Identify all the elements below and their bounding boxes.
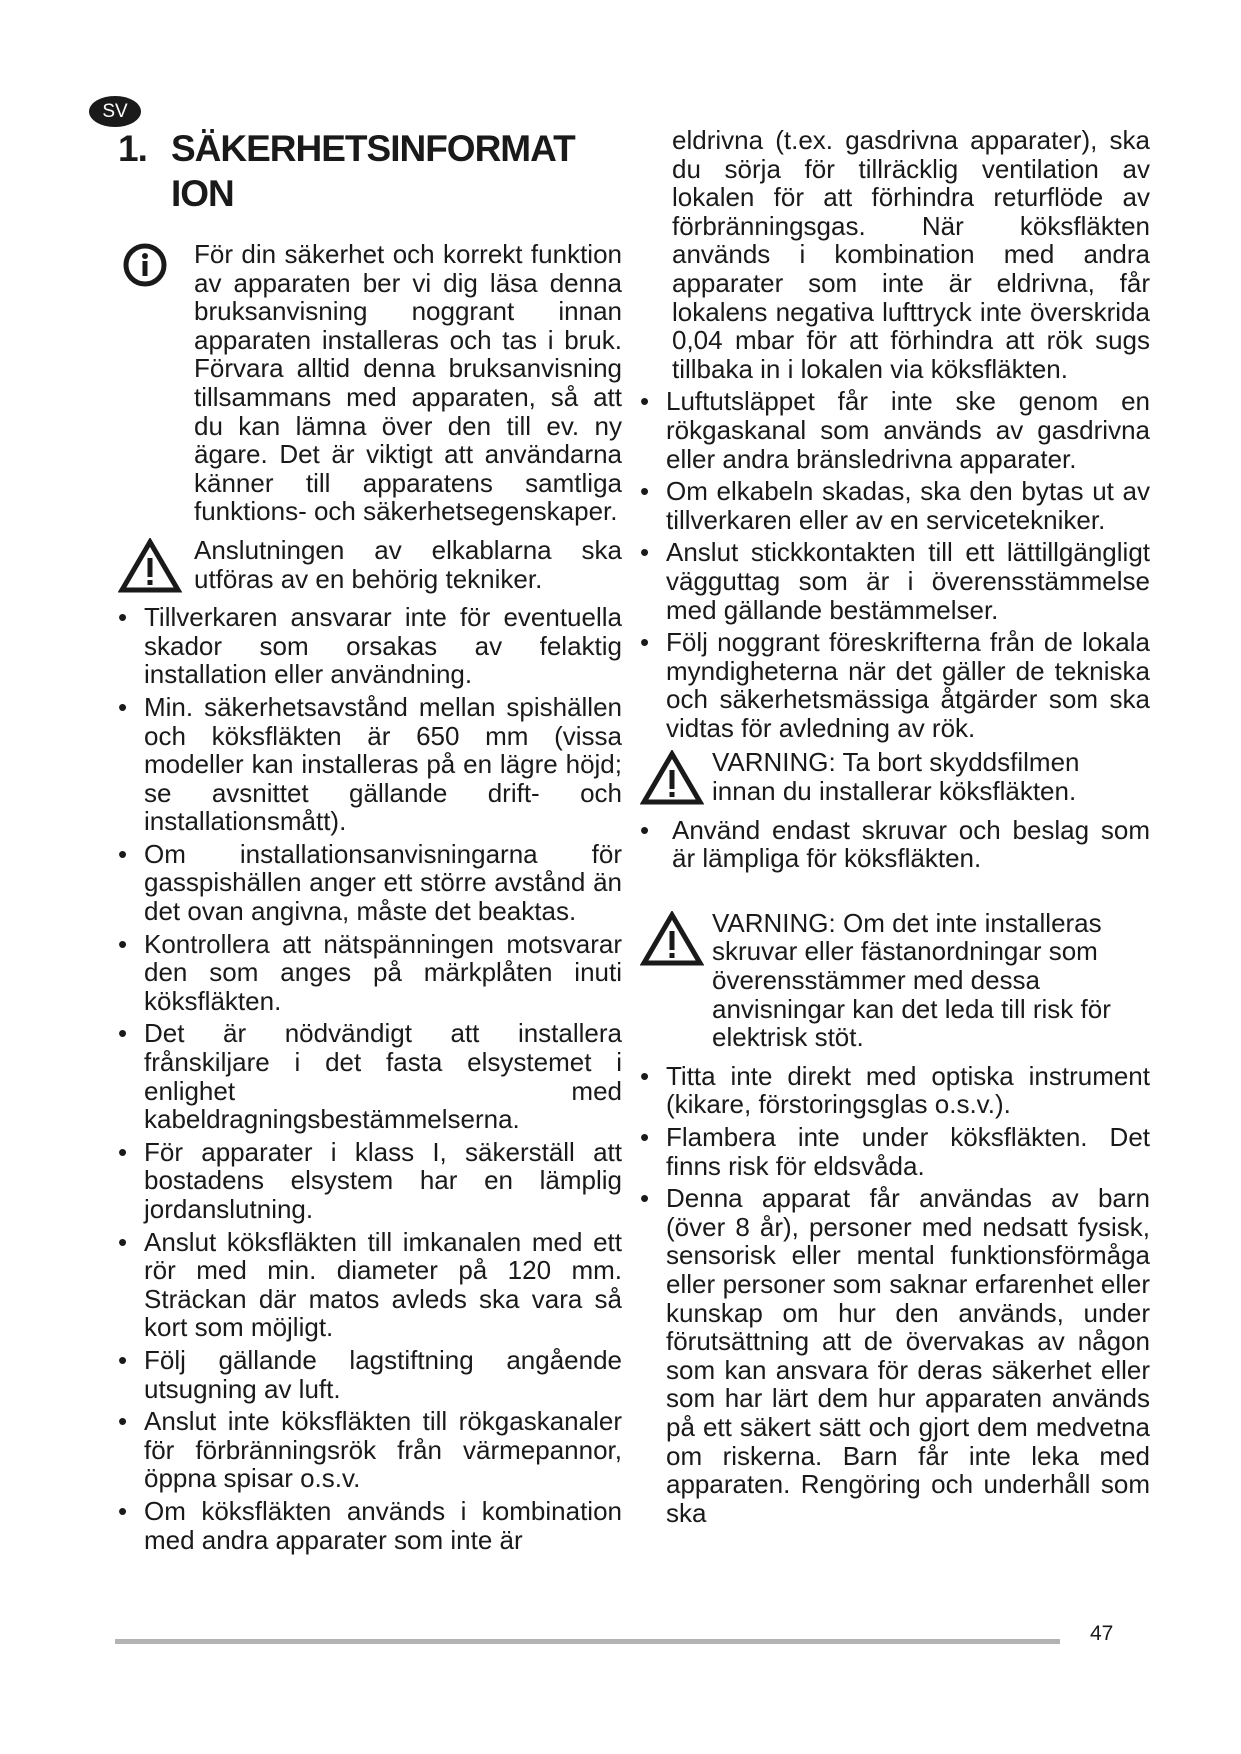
list-item: • Tillverkaren ansvarar inte för eventuella skador som orsakas av felaktig installation eller användning.: [118, 603, 622, 689]
list-item: • Kontrollera att nätspänningen motsvarar den som anges på märkplåten inuti köksfläkten.: [118, 930, 622, 1016]
info-notice-text: För din säkerhet och korrekt funktion av apparaten ber vi dig läsa denna bruksanvisning noggrant innan apparaten installeras och tas i bruk. Förvara alltid denna bruksanvisning tillsammans med apparaten, så att du kan lämna över den till ev. ny ägare. Det är viktigt att användarna känner till apparatens samtliga funktions- och säkerhetsegenskaper.: [194, 239, 622, 527]
info-notice: [118, 240, 622, 526]
spacer: [640, 877, 1150, 903]
section-number: 1.: [118, 128, 147, 169]
warning-triangle-icon: [640, 750, 704, 806]
list-item: • Om elkabeln skadas, ska den bytas ut av tillverkaren eller av en servicetekniker.: [640, 477, 1150, 534]
list-item: • Om installationsanvisningarna för gasspishällen anger ett större avstånd än det ovan angivna, måste det beaktas.: [118, 840, 622, 926]
page-number: 47: [1090, 1622, 1114, 1645]
right-bullet-list-a: [640, 387, 1150, 742]
warning-protective-film: [640, 748, 1150, 805]
list-item: • Anslut stickkontakten till ett lättillgängligt vägguttag som är i överensstämmelse med gällande bestämmelser.: [640, 538, 1150, 624]
list-item: • Använd endast skruvar och beslag som är lämpliga för köksfläkten.: [640, 816, 1150, 873]
list-item: • Luftutsläppet får inte ske genom en rökgaskanal som används av gasdrivna eller andra bränsledrivna apparater.: [640, 387, 1150, 473]
language-badge: SV: [89, 96, 141, 127]
list-item: • För apparater i klass I, säkerställ att bostadens elsystem har en lämplig jordanslutning.: [118, 1138, 622, 1224]
section-title-line2: ION: [171, 173, 234, 214]
list-item: • Denna apparat får användas av barn (över 8 år), personer med nedsatt fysisk, sensorisk eller mental funktionsförmåga eller personer som saknar erfarenhet eller kunskap om hur den används, under förutsättning att de övervakas av någon som kan ansvara för deras säkerhet eller som har lärt dem hur apparaten används på ett säkert sätt och gjort dem medvetna om riskerna. Barn får inte leka med apparaten. Rengöring och underhåll som ska: [640, 1184, 1150, 1527]
list-item: • Följ noggrant föreskrifterna från de lokala myndigheterna när det gäller de tekniska och säkerhetsmässiga åtgärder som ska vidtas för avledning av rök.: [640, 628, 1150, 742]
warning-electrician-text: Anslutningen av elkablarna ska utföras av en behörig tekniker.: [194, 534, 622, 594]
right-bullet-list-c: [640, 1062, 1150, 1528]
right-bullet-list-b: [640, 816, 1150, 873]
left-bullet-list: [118, 603, 622, 1554]
list-item: • Om köksfläkten används i kombination med andra apparater som inte är: [118, 1497, 622, 1554]
info-icon: [122, 242, 168, 288]
warning-screws-text: VARNING: Om det inte installeras skruvar eller fästanordningar som överensstämmer med dessa anvisningar kan det leda till risk för elektrisk stöt.: [712, 907, 1111, 1053]
warning-triangle-icon: [640, 911, 704, 967]
list-item: • Anslut inte köksfläkten till rökgaskanaler för förbränningsrök från värmepannor, öppna spisar o.s.v.: [118, 1407, 622, 1493]
warning-screws: [640, 909, 1150, 1052]
continued-paragraph: eldrivna (t.ex. gasdrivna apparater), ska du sörja för tillräcklig ventilation av lokalen för att förhindra returflöde av förbränningsgas. När köksfläkten används i kombination med andra apparater som inte är eldrivna, får lokalens negativa lufttryck inte överskrida 0,04 mbar för att förhindra att rök sugs tillbaka in i lokalen via köksfläkten.: [672, 125, 1150, 384]
list-item: • Flambera inte under köksfläkten. Det finns risk för eldsvåda.: [640, 1123, 1150, 1180]
warning-electrician: [118, 536, 622, 593]
section-title: [118, 126, 622, 216]
warning-protective-film-text: VARNING: Ta bort skyddsfilmen innan du installerar köksfläkten.: [712, 747, 1080, 807]
list-item: • Det är nödvändigt att installera frånskiljare i det fasta elsystemet i enlighet med kabeldragningsbestämmelserna.: [118, 1019, 622, 1133]
right-column: [640, 126, 1150, 1531]
list-item: • Följ gällande lagstiftning angående utsugning av luft.: [118, 1346, 622, 1403]
left-column: [118, 126, 622, 1558]
list-item: • Min. säkerhetsavstånd mellan spishällen och köksfläkten är 650 mm (vissa modeller kan installeras på en lägre höjd; se avsnittet gällande drift- och installationsmått).: [118, 693, 622, 836]
list-item: • Anslut köksfläkten till imkanalen med ett rör med min. diameter på 120 mm. Sträckan där matos avleds ska vara så kort som möjligt.: [118, 1228, 622, 1342]
list-item: • Titta inte direkt med optiska instrument (kikare, förstoringsglas o.s.v.).: [640, 1062, 1150, 1119]
footer-rule: [115, 1639, 1060, 1644]
section-title-line1: SÄKERHETSINFORMAT: [171, 128, 575, 169]
warning-triangle-icon: [118, 538, 182, 594]
